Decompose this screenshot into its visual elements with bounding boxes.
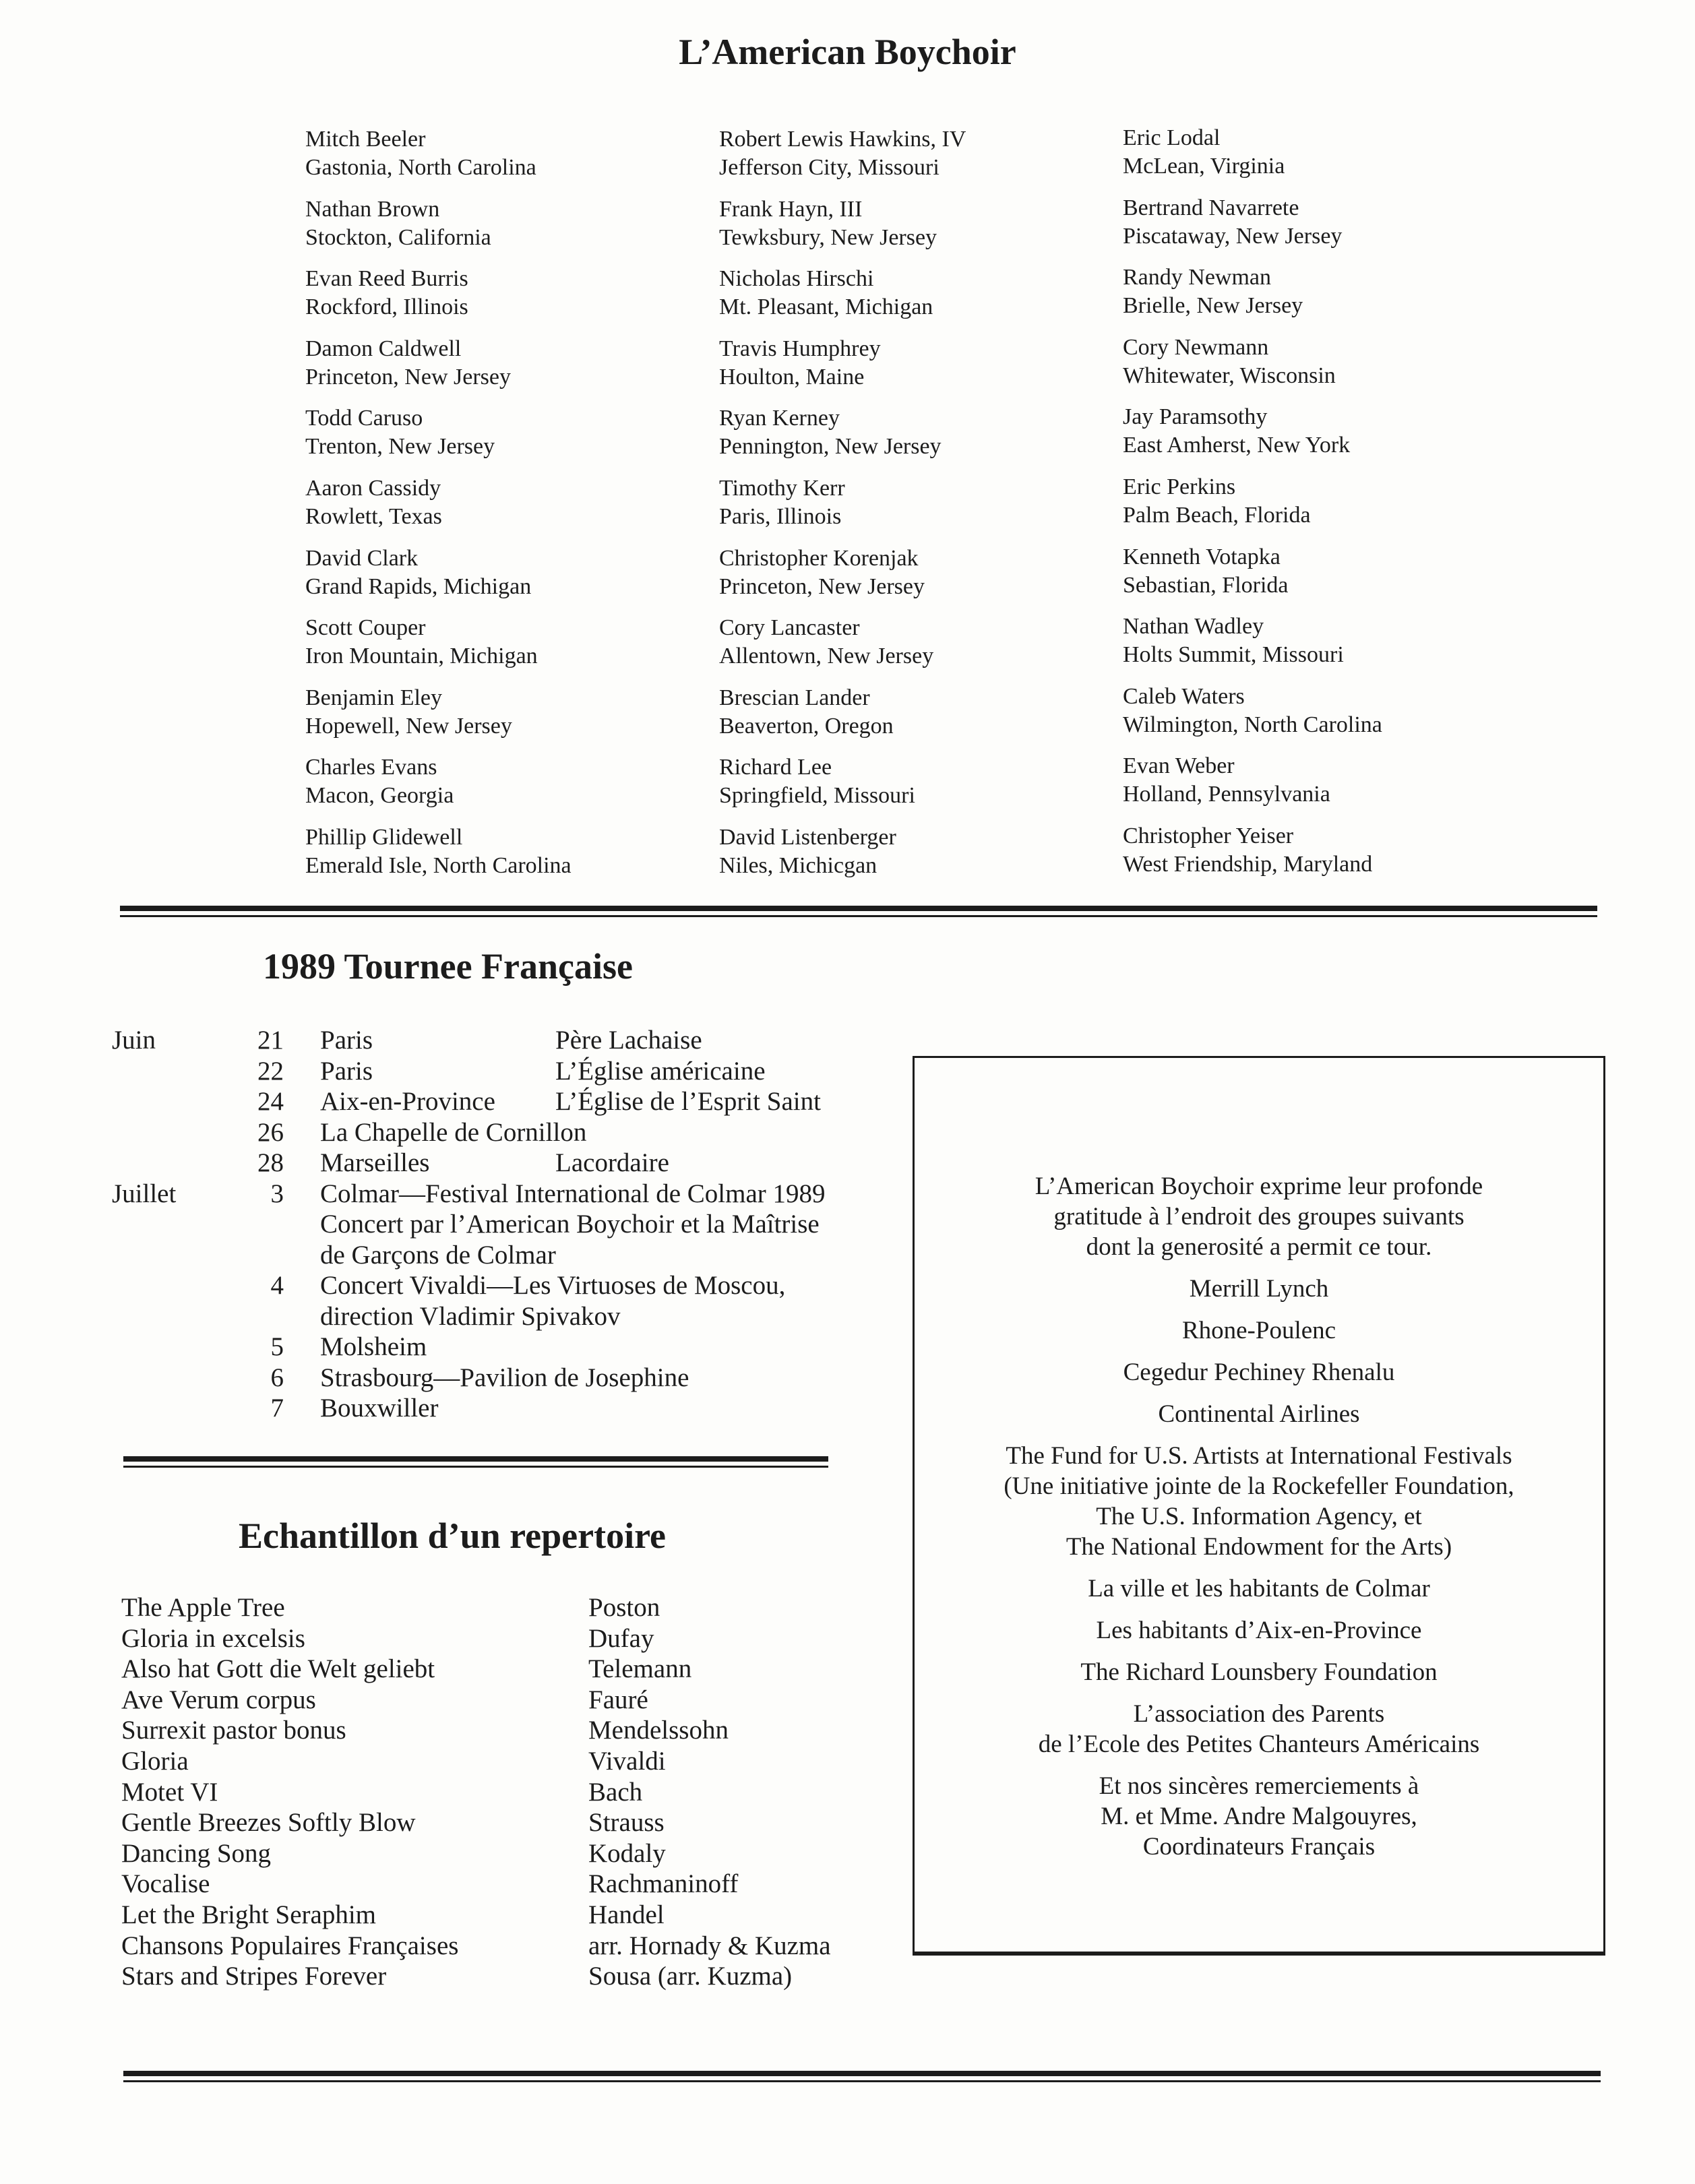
- repertoire-work: Stars and Stripes Forever: [121, 1962, 387, 1991]
- member-hometown: Gastonia, North Carolina: [305, 155, 536, 180]
- member-name: Evan Weber: [1123, 753, 1235, 779]
- tour-venue: Père Lachaise: [555, 1026, 702, 1055]
- sponsor-line: (Une initiative jointe de la Rockefeller Foundation,: [1004, 1472, 1514, 1500]
- member-hometown: Wilmington, North Carolina: [1123, 712, 1382, 737]
- member-hometown: McLean, Virginia: [1123, 154, 1285, 179]
- tour-day: 3: [270, 1179, 284, 1208]
- member-name: Richard Lee: [719, 755, 832, 780]
- member-hometown: Stockton, California: [305, 224, 491, 250]
- repertoire-work: Ave Verum corpus: [121, 1685, 316, 1714]
- sponsor-line: The Fund for U.S. Artists at International Festivals: [1006, 1442, 1512, 1470]
- repertoire-composer: Dufay: [588, 1623, 654, 1653]
- sponsor-line: Cegedur Pechiney Rhenalu: [1123, 1359, 1395, 1386]
- repertoire-work: Let the Bright Seraphim: [121, 1900, 377, 1929]
- thanks-intro: [913, 1171, 1605, 1262]
- sponsor-line: Merrill Lynch: [1189, 1275, 1329, 1303]
- choir-member: [719, 125, 1123, 182]
- choir-member: [305, 823, 710, 880]
- choir-member: [305, 753, 710, 810]
- choir-member: [1123, 334, 1527, 390]
- member-name: Christopher Korenjak: [719, 545, 919, 571]
- sponsor-line: L’association des Parents: [1133, 1700, 1385, 1728]
- sponsor-line: The National Endowment for the Arts): [1066, 1533, 1452, 1561]
- choir-member: [719, 544, 1123, 601]
- repertoire-composer: Fauré: [588, 1685, 648, 1714]
- member-hometown: Princeton, New Jersey: [719, 573, 925, 599]
- sponsor-entry: [913, 1699, 1605, 1759]
- member-name: Randy Newman: [1123, 265, 1272, 290]
- member-hometown: Grand Rapids, Michigan: [305, 573, 532, 599]
- member-name: Nicholas Hirschi: [719, 266, 874, 292]
- tour-place: Bouxwiller: [320, 1394, 439, 1423]
- divider-top: [120, 906, 1597, 911]
- member-hometown: Macon, Georgia: [305, 783, 454, 809]
- choir-member: [1123, 752, 1527, 809]
- repertoire-work: Motet VI: [121, 1777, 218, 1807]
- member-hometown: Hopewell, New Jersey: [305, 713, 512, 739]
- tour-day: 21: [257, 1026, 284, 1055]
- member-name: Brescian Lander: [719, 685, 870, 710]
- month-july: Juillet: [112, 1179, 177, 1208]
- tour-venue: L’Église de l’Esprit Saint: [555, 1087, 821, 1116]
- repertoire-composers: [588, 1592, 831, 1992]
- member-name: Todd Caruso: [305, 406, 423, 431]
- member-name: Robert Lewis Hawkins, IV: [719, 127, 966, 152]
- sponsor-entry: [913, 1771, 1605, 1862]
- member-name: Aaron Cassidy: [305, 476, 441, 501]
- choir-member: [305, 544, 710, 601]
- sponsor-line: The U.S. Information Agency, et: [1096, 1503, 1422, 1530]
- tour-place: Paris: [320, 1026, 373, 1055]
- sponsor-line: Et nos sincères remerciements à: [1099, 1772, 1419, 1800]
- member-hometown: Palm Beach, Florida: [1123, 503, 1311, 528]
- sponsor-line: Coordinateurs Français: [1142, 1833, 1376, 1861]
- choir-member: [719, 195, 1123, 252]
- sponsor-entry: [913, 1274, 1605, 1304]
- member-name: Cory Lancaster: [719, 615, 860, 641]
- tour-venue: L’Église américaine: [555, 1056, 766, 1086]
- tour-place: Aix-en-Province: [320, 1087, 495, 1116]
- tour-place: Molsheim: [320, 1332, 427, 1361]
- repertoire-composer: Mendelssohn: [588, 1716, 729, 1745]
- tour-place: Colmar—Festival International de Colmar 1989: [320, 1179, 826, 1208]
- tour-place: de Garçons de Colmar: [320, 1240, 556, 1270]
- sponsor-entry: [913, 1399, 1605, 1429]
- repertoire-composer: Strauss: [588, 1808, 665, 1838]
- repertoire-title: Echantillon d’un repertoire: [239, 1516, 667, 1556]
- member-name: Nathan Brown: [305, 196, 440, 222]
- sponsor-line: Continental Airlines: [1158, 1400, 1360, 1428]
- member-hometown: Allentown, New Jersey: [719, 644, 934, 669]
- tour-place: direction Vladimir Spivakov: [320, 1301, 621, 1331]
- divider-bottom: [123, 2071, 1601, 2076]
- sponsor-line: Rhone-Poulenc: [1181, 1317, 1336, 1344]
- choir-member: [1123, 613, 1527, 669]
- member-hometown: Brielle, New Jersey: [1123, 293, 1303, 319]
- repertoire-composer: Telemann: [588, 1654, 692, 1684]
- member-hometown: Rockford, Illinois: [305, 294, 468, 320]
- member-hometown: Niles, Michicgan: [719, 853, 877, 878]
- sponsor-entry: [913, 1315, 1605, 1346]
- member-hometown: Trenton, New Jersey: [305, 434, 495, 460]
- tour-day: 4: [270, 1271, 284, 1300]
- member-hometown: Rowlett, Texas: [305, 504, 442, 529]
- tour-place: La Chapelle de Cornillon: [320, 1117, 587, 1147]
- divider-middle: [123, 1456, 828, 1462]
- member-hometown: Tewksbury, New Jersey: [719, 224, 937, 250]
- member-hometown: Houlton, Maine: [719, 364, 865, 389]
- repertoire-composer: Poston: [588, 1593, 660, 1622]
- sponsor-line: The Richard Lounsbery Foundation: [1080, 1658, 1438, 1686]
- tour-place: Strasbourg—Pavilion de Josephine: [320, 1363, 689, 1392]
- member-name: Frank Hayn, III: [719, 196, 863, 222]
- repertoire-work: Chansons Populaires Françaises: [121, 1931, 459, 1960]
- choir-member: [719, 684, 1123, 741]
- sponsor-line: de l’Ecole des Petites Chanteurs Américains: [1038, 1730, 1480, 1758]
- choir-member: [1123, 683, 1527, 739]
- thanks-text: [913, 1171, 1605, 1873]
- member-name: Cory Newmann: [1123, 334, 1269, 360]
- choir-member: [719, 474, 1123, 531]
- sponsor-entry: [913, 1441, 1605, 1562]
- choir-member: [1123, 263, 1527, 320]
- member-name: Evan Reed Burris: [305, 266, 468, 292]
- choir-member: [719, 753, 1123, 810]
- thanks-intro-line: gratitude à l’endroit des groupes suivants: [1053, 1203, 1465, 1230]
- member-name: Benjamin Eley: [305, 685, 443, 710]
- member-name: Eric Perkins: [1123, 474, 1236, 499]
- sponsor-entry: [913, 1357, 1605, 1387]
- repertoire-composer: Handel: [588, 1900, 665, 1929]
- choir-member: [719, 614, 1123, 670]
- repertoire-composer: Kodaly: [588, 1838, 666, 1868]
- member-name: David Listenberger: [719, 825, 896, 850]
- member-hometown: Princeton, New Jersey: [305, 364, 511, 389]
- tour-place: Marseilles: [320, 1148, 430, 1177]
- choir-member: [305, 125, 710, 182]
- member-hometown: Piscataway, New Jersey: [1123, 223, 1343, 249]
- repertoire-work: Vocalise: [121, 1869, 210, 1899]
- choir-member: [305, 684, 710, 741]
- repertoire-work: Gloria in excelsis: [121, 1623, 305, 1653]
- sponsor-line: M. et Mme. Andre Malgouyres,: [1101, 1803, 1417, 1830]
- member-hometown: Iron Mountain, Michigan: [305, 644, 538, 669]
- tour-place: Concert par l’American Boychoir et la Maîtrise: [320, 1210, 820, 1239]
- member-hometown: Jefferson City, Missouri: [719, 155, 939, 180]
- member-hometown: Whitewater, Wisconsin: [1123, 363, 1336, 388]
- choir-member: [305, 404, 710, 461]
- choir-title: L’American Boychoir: [679, 32, 1016, 72]
- repertoire-work: The Apple Tree: [121, 1593, 285, 1622]
- tour-place: Paris: [320, 1056, 373, 1086]
- choir-member: [305, 195, 710, 252]
- repertoire-composer: Sousa (arr. Kuzma): [588, 1962, 793, 1991]
- sponsor-line: La ville et les habitants de Colmar: [1088, 1575, 1430, 1602]
- member-hometown: Pennington, New Jersey: [719, 434, 942, 460]
- choir-member: [719, 404, 1123, 461]
- member-name: Phillip Glidewell: [305, 825, 463, 850]
- tour-day: 22: [257, 1056, 284, 1086]
- member-name: Scott Couper: [305, 615, 426, 641]
- thanks-intro-line: L’American Boychoir exprime leur profonde: [1035, 1173, 1483, 1200]
- member-name: Christopher Yeiser: [1123, 823, 1294, 848]
- tour-day: 5: [270, 1332, 284, 1361]
- choir-member: [1123, 473, 1527, 530]
- choir-member: [305, 265, 710, 321]
- member-name: Jay Paramsothy: [1123, 404, 1268, 430]
- choir-member: [1123, 194, 1527, 251]
- member-hometown: Holts Summit, Missouri: [1123, 642, 1344, 668]
- tour-day: 24: [257, 1087, 284, 1116]
- choir-member: [1123, 543, 1527, 600]
- repertoire-work: Gentle Breezes Softly Blow: [121, 1808, 416, 1838]
- member-hometown: Holland, Pennsylvania: [1123, 782, 1330, 807]
- tour-day: 7: [270, 1394, 284, 1423]
- repertoire-composer: Rachmaninoff: [588, 1869, 739, 1899]
- tour-place: Concert Vivaldi—Les Virtuoses de Moscou,: [320, 1271, 786, 1300]
- member-name: Timothy Kerr: [719, 476, 845, 501]
- repertoire-work: Surrexit pastor bonus: [121, 1716, 346, 1745]
- choir-member: [719, 335, 1123, 392]
- member-name: Mitch Beeler: [305, 127, 426, 152]
- tour-title: 1989 Tournee Française: [263, 946, 633, 987]
- repertoire-composer: arr. Hornady & Kuzma: [588, 1931, 831, 1960]
- sponsor-entry: [913, 1657, 1605, 1687]
- member-name: Nathan Wadley: [1123, 614, 1264, 639]
- member-name: David Clark: [305, 545, 419, 571]
- tour-venue: Lacordaire: [555, 1148, 669, 1177]
- repertoire-composer: Bach: [588, 1777, 643, 1807]
- sponsor-entry: [913, 1615, 1605, 1646]
- tour-day: 6: [270, 1363, 284, 1392]
- member-hometown: West Friendship, Maryland: [1123, 852, 1373, 877]
- member-hometown: East Amherst, New York: [1123, 433, 1351, 458]
- choir-member: [305, 335, 710, 392]
- repertoire-work: Gloria: [121, 1746, 189, 1776]
- member-hometown: Mt. Pleasant, Michigan: [719, 294, 933, 320]
- member-hometown: Paris, Illinois: [719, 504, 842, 529]
- choir-member: [1123, 124, 1527, 181]
- member-name: Bertrand Navarrete: [1123, 195, 1299, 220]
- member-hometown: Sebastian, Florida: [1123, 572, 1289, 598]
- choir-member: [305, 614, 710, 670]
- choir-member: [719, 823, 1123, 880]
- tour-day: 28: [257, 1148, 284, 1177]
- repertoire-work: Also hat Gott die Welt geliebt: [121, 1654, 435, 1684]
- sponsor-line: Les habitants d’Aix-en-Province: [1096, 1617, 1422, 1644]
- member-name: Caleb Waters: [1123, 683, 1245, 709]
- repertoire-titles: [121, 1592, 458, 1992]
- thanks-intro-line: dont la generosité a permit ce tour.: [1086, 1233, 1432, 1261]
- member-name: Travis Humphrey: [719, 336, 881, 361]
- member-hometown: Beaverton, Oregon: [719, 713, 894, 739]
- member-hometown: Emerald Isle, North Carolina: [305, 853, 572, 878]
- month-june: Juin: [112, 1026, 156, 1055]
- member-name: Eric Lodal: [1123, 125, 1221, 150]
- member-name: Kenneth Votapka: [1123, 544, 1281, 569]
- choir-member: [1123, 822, 1527, 879]
- choir-member: [305, 474, 710, 531]
- choir-member: [1123, 403, 1527, 460]
- choir-member: [719, 265, 1123, 321]
- repertoire-composer: Vivaldi: [588, 1746, 666, 1776]
- member-name: Damon Caldwell: [305, 336, 462, 361]
- member-hometown: Springfield, Missouri: [719, 783, 915, 809]
- member-name: Ryan Kerney: [719, 406, 840, 431]
- repertoire-work: Dancing Song: [121, 1838, 272, 1868]
- member-name: Charles Evans: [305, 755, 437, 780]
- tour-day: 26: [257, 1117, 284, 1147]
- sponsor-entry: [913, 1573, 1605, 1604]
